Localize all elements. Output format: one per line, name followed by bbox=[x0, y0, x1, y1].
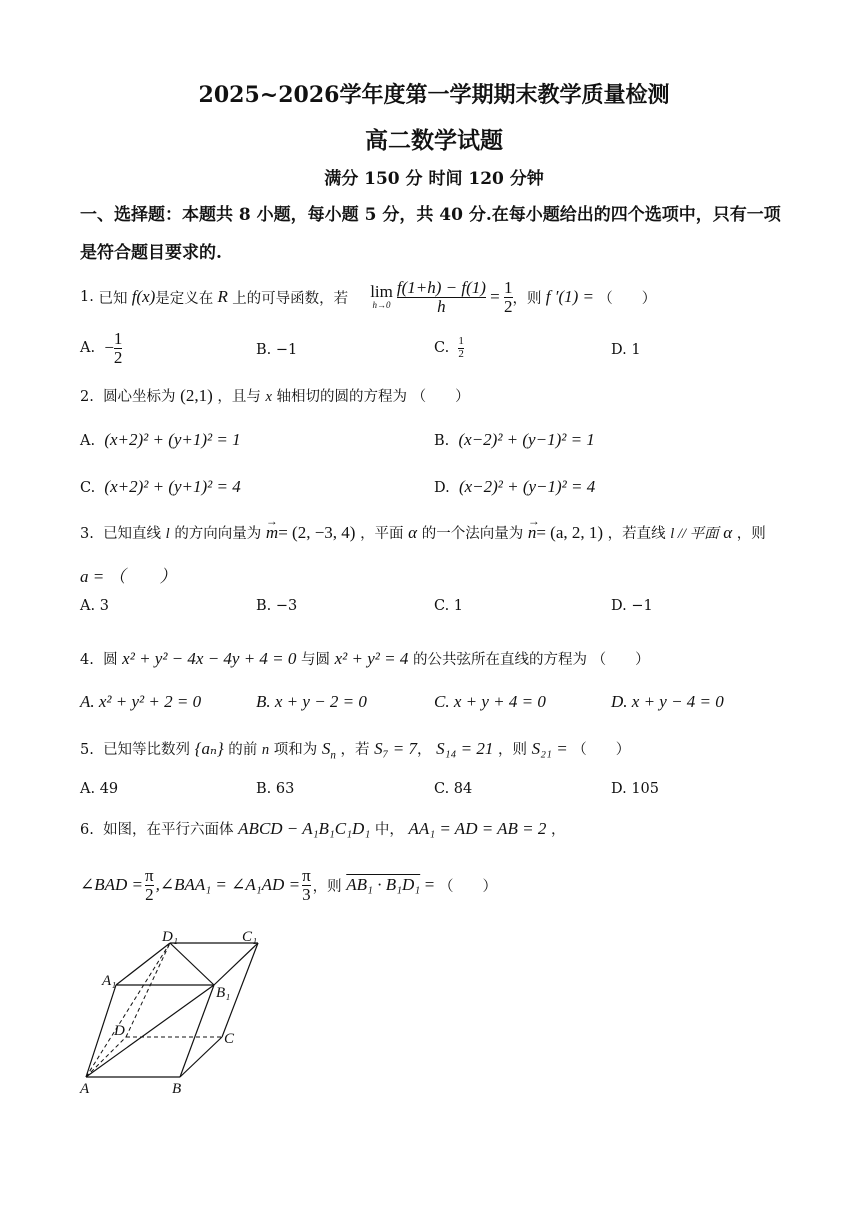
edge-AA1 bbox=[86, 985, 116, 1077]
edge-BC bbox=[180, 1037, 222, 1077]
q3-line2: a = （ ） bbox=[80, 567, 177, 586]
q1-text-1: 已知 bbox=[98, 290, 128, 307]
q4-option-c: C. x + y + 4 = 0 bbox=[434, 692, 546, 711]
q4-option-b: B. x + y − 2 = 0 bbox=[256, 692, 367, 711]
question-5: 5. 已知等比数列 {aₙ} 的前 n 项和为 $S_n$ ，若 S₇ = 7， S₁₄ = 21 ，则 S₂₁ = （ ） bbox=[80, 739, 631, 762]
q1-option-d: D. 1 bbox=[611, 342, 641, 358]
q3-option-d: D. −1 bbox=[611, 598, 653, 614]
q1-rhs-fraction: $\frac{1}{2}$ bbox=[504, 277, 513, 316]
label-C1: C₁ bbox=[242, 929, 258, 945]
parallelepiped-figure bbox=[70, 925, 270, 1100]
q1-text-2: 是定义在 bbox=[155, 290, 214, 307]
q4-option-a: A. x² + y² + 2 = 0 bbox=[80, 692, 202, 711]
q2-option-a: A. (x+2)² + (y+1)² = 1 bbox=[80, 430, 241, 449]
exam-info: 满分 150 分 时间 120 分钟 bbox=[324, 169, 544, 189]
edge-BB1 bbox=[180, 985, 214, 1077]
q2-option-d: D. (x−2)² + (y−1)² = 4 bbox=[434, 477, 596, 496]
q6-line2: ∠BAD = $\frac{\pi}{2}$ ,∠BAA₁ = ∠A₁AD = $\frac{\pi}{3}$ ，则 AB₁ · B₁D₁ = （ ） bbox=[80, 865, 497, 904]
edge-DD1-hidden bbox=[126, 943, 170, 1037]
edge-C1B1 bbox=[214, 943, 258, 985]
q1-number: 1. bbox=[80, 289, 94, 305]
subject-title: 高二数学试题 bbox=[365, 127, 503, 154]
label-C: C bbox=[224, 1031, 235, 1047]
question-3: 3. 已知直线 l 的方向向量为 m →= (2, −3, 4) ，平面 α 的一个法向量为 n →= (a, 2, 1) ，若直线 l // 平面 α ，则 bbox=[80, 522, 766, 543]
q1-blank: （ ） bbox=[598, 290, 657, 307]
q1-option-a: A. − $\frac{1}{2}$ bbox=[80, 329, 123, 367]
label-A1: A₁ bbox=[102, 973, 117, 989]
edge-A1D1 bbox=[116, 943, 170, 985]
edge-D1B1 bbox=[170, 943, 214, 985]
q1-text-4: ，则 bbox=[512, 290, 542, 307]
q1-option-b: B. −1 bbox=[256, 342, 298, 358]
question-2: 2. 圆心坐标为 (2,1) ，且与 x 轴相切的圆的方程为 （ ） bbox=[80, 386, 470, 405]
question-4: 4. 圆 x² + y² − 4x − 4y + 4 = 0 与圆 x² + y² = 4 的公共弦所在直线的方程为 （ ） bbox=[80, 649, 650, 668]
q1-text-3: 上的可导函数，若 bbox=[232, 290, 349, 307]
label-B: B bbox=[172, 1081, 182, 1097]
q2-option-b: B. (x−2)² + (y−1)² = 1 bbox=[434, 430, 595, 449]
section-heading-line2: 是符合题目要求的. bbox=[80, 243, 222, 263]
q3-option-c: C. 1 bbox=[434, 598, 464, 614]
q5-option-d: D. 105 bbox=[611, 781, 660, 797]
q5-option-a: A. 49 bbox=[80, 781, 119, 797]
exam-title: 2025~2026学年度第一学期期末教学质量检测 bbox=[198, 82, 670, 108]
label-B1: B₁ bbox=[216, 985, 231, 1001]
q1-fx: f(x) bbox=[127, 287, 156, 306]
q1-fprime: f ′(1) = bbox=[541, 287, 599, 306]
label-D: D bbox=[114, 1023, 125, 1039]
q3-option-a: A. 3 bbox=[80, 598, 109, 614]
q1-R: R bbox=[213, 287, 233, 306]
question-1: 1. 已知 f(x) 是定义在 R 上的可导函数，若 lim h→0 $\frac{f(1+h) - f(1)}{h}$ = $\frac{1}{2}$ ，则 f ′(1) = （ ） bbox=[80, 277, 657, 316]
q3-option-b: B. −3 bbox=[256, 598, 298, 614]
q5-option-b: B. 63 bbox=[256, 781, 295, 797]
q1-option-c: C. $\frac{1}{2}$ bbox=[434, 335, 464, 360]
q1-lim: lim h→0 bbox=[370, 282, 393, 311]
q4-option-d: D. x + y − 4 = 0 bbox=[611, 692, 724, 711]
label-D1: D₁ bbox=[162, 929, 179, 945]
edge-AD1-hidden bbox=[86, 943, 170, 1077]
q2-option-c: C. (x+2)² + (y+1)² = 4 bbox=[80, 477, 241, 496]
q1-limit-fraction: $\frac{f(1+h) - f(1)}{h}$ bbox=[396, 277, 486, 316]
question-6: 6. 如图，在平行六面体 ABCD − A₁B₁C₁D₁ 中， AA₁ = AD = AB = 2 ， bbox=[80, 819, 566, 838]
section-heading-line1: 一、选择题：本题共 8 小题，每小题 5 分，共 40 分.在每小题给出的四个选项中，只有一项 bbox=[80, 205, 781, 225]
q5-option-c: C. 84 bbox=[434, 781, 473, 797]
label-A: A bbox=[80, 1081, 90, 1097]
